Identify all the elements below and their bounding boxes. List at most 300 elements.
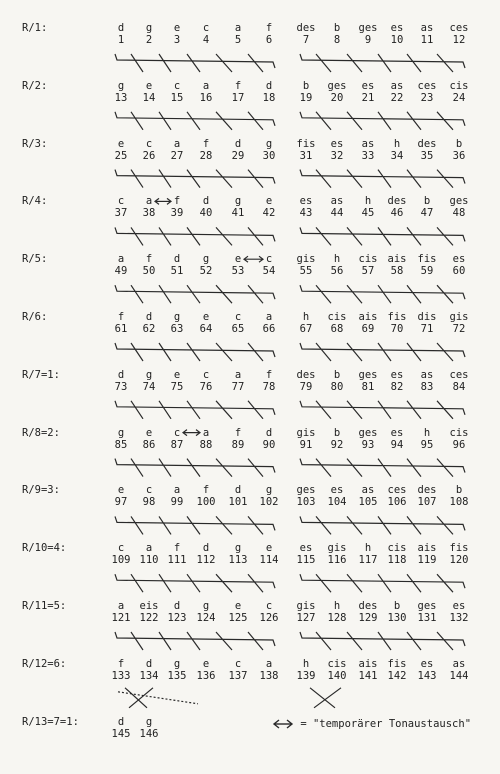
voice-line bbox=[407, 459, 421, 477]
pitch-name: es bbox=[299, 195, 313, 208]
tone-number: 46 bbox=[390, 207, 404, 220]
voice-line bbox=[407, 401, 421, 419]
tone-number: 1 bbox=[117, 34, 125, 46]
tone-number: 9 bbox=[364, 34, 372, 46]
voice-line bbox=[248, 459, 263, 477]
voice-line bbox=[316, 459, 331, 477]
pitch-name: c bbox=[117, 195, 125, 208]
tone-number: 126 bbox=[259, 612, 279, 624]
voice-line bbox=[187, 632, 200, 650]
voice-line bbox=[159, 401, 171, 419]
tone-number: 55 bbox=[299, 265, 313, 278]
voice-line bbox=[159, 54, 171, 72]
tone-number: 64 bbox=[199, 323, 213, 335]
pitch-name: c bbox=[145, 484, 153, 497]
voice-line bbox=[407, 516, 421, 534]
tone-number: 26 bbox=[142, 149, 156, 162]
tone-number: 52 bbox=[199, 265, 213, 278]
voice-line bbox=[316, 632, 331, 650]
row-label: R/2: bbox=[22, 79, 48, 92]
legend-text: = "temporärer Tonaustausch" bbox=[300, 718, 472, 730]
tone-number: 29 bbox=[231, 149, 245, 162]
pitch-name: ges bbox=[296, 484, 316, 497]
tone-number: 59 bbox=[420, 265, 434, 278]
tone-number: 49 bbox=[114, 265, 128, 278]
pitch-name: a bbox=[202, 79, 210, 92]
pitch-name: h bbox=[302, 657, 310, 670]
pitch-name: f bbox=[202, 137, 210, 150]
tone-number: 84 bbox=[452, 380, 466, 393]
tone-number: 27 bbox=[170, 149, 184, 162]
voice-line bbox=[437, 401, 453, 419]
tone-number: 43 bbox=[299, 207, 313, 220]
voice-line bbox=[248, 516, 263, 534]
row-label: R/6: bbox=[22, 311, 48, 323]
tone-number: 77 bbox=[231, 380, 245, 393]
voice-line bbox=[437, 54, 453, 72]
tone-number: 42 bbox=[262, 207, 276, 220]
voice-line bbox=[248, 343, 263, 361]
voice-line bbox=[248, 632, 263, 650]
voice-line bbox=[216, 112, 232, 130]
tone-number: 5 bbox=[234, 34, 242, 46]
pitch-name: as bbox=[420, 368, 434, 381]
voice-line bbox=[316, 343, 331, 361]
tone-number: 74 bbox=[142, 380, 156, 393]
tone-number: 6 bbox=[265, 34, 273, 46]
voice-line bbox=[378, 285, 391, 303]
voice-line bbox=[159, 285, 171, 303]
double-arrow-icon bbox=[272, 719, 294, 729]
voice-line bbox=[378, 516, 391, 534]
pitch-name: b bbox=[423, 195, 431, 208]
tone-number: 80 bbox=[330, 380, 344, 393]
voice-line bbox=[187, 112, 200, 130]
tone-number: 101 bbox=[228, 496, 248, 509]
pitch-name: ges bbox=[327, 79, 347, 92]
voice-line bbox=[407, 285, 421, 303]
pitch-name: ces bbox=[449, 368, 469, 381]
tone-number: 102 bbox=[259, 496, 279, 509]
pitch-name: g bbox=[202, 600, 210, 612]
voice-line bbox=[316, 285, 331, 303]
pitch-name: ges bbox=[417, 600, 437, 612]
pitch-name: f bbox=[202, 484, 210, 497]
pitch-name: des bbox=[296, 368, 316, 381]
pitch-name: es bbox=[452, 253, 466, 266]
pitch-name: ces bbox=[449, 22, 469, 34]
voice-line bbox=[216, 401, 232, 419]
pitch-name: e bbox=[117, 484, 125, 497]
tone-number: 115 bbox=[296, 554, 316, 567]
voice-line bbox=[437, 574, 453, 592]
pitch-name: c bbox=[117, 542, 125, 555]
voice-line bbox=[437, 285, 453, 303]
tone-number: 48 bbox=[452, 207, 466, 220]
tone-number: 146 bbox=[139, 727, 159, 740]
pitch-name: es bbox=[390, 426, 404, 439]
voice-line bbox=[216, 343, 232, 361]
voice-line bbox=[300, 285, 465, 299]
pitch-name: es bbox=[420, 657, 434, 670]
pitch-name: e bbox=[234, 600, 242, 612]
voice-line bbox=[159, 574, 171, 592]
tone-number: 72 bbox=[452, 323, 466, 335]
tone-number: 10 bbox=[390, 34, 404, 46]
tone-number: 98 bbox=[142, 496, 156, 509]
tone-number: 87 bbox=[170, 438, 184, 451]
voice-line bbox=[407, 632, 421, 650]
pitch-name: a bbox=[117, 600, 125, 612]
pitch-name: h bbox=[302, 311, 310, 323]
tone-number: 86 bbox=[142, 438, 156, 451]
voice-line bbox=[347, 574, 362, 592]
tone-number: 31 bbox=[299, 149, 313, 162]
tone-number: 73 bbox=[114, 380, 128, 393]
tone-number: 57 bbox=[361, 265, 375, 278]
pitch-name: f bbox=[234, 79, 242, 92]
tone-number: 99 bbox=[170, 496, 184, 509]
pitch-name: h bbox=[364, 542, 372, 555]
voice-line bbox=[131, 516, 143, 534]
pitch-name: g bbox=[117, 426, 125, 439]
pitch-name: h bbox=[393, 137, 401, 150]
tone-number: 89 bbox=[231, 438, 245, 451]
pitch-name: f bbox=[173, 542, 181, 555]
tone-number: 53 bbox=[231, 265, 245, 278]
tone-number: 18 bbox=[262, 91, 276, 104]
pitch-name: ces bbox=[417, 79, 437, 92]
pitch-name: c bbox=[234, 657, 242, 670]
voice-line bbox=[187, 516, 200, 534]
voice-line bbox=[300, 459, 465, 473]
pitch-name: d bbox=[234, 484, 242, 497]
pitch-name: ges bbox=[358, 368, 378, 381]
pitch-name: fis bbox=[417, 253, 437, 266]
voice-line bbox=[216, 459, 232, 477]
pitch-name: a bbox=[265, 657, 273, 670]
pitch-name: c bbox=[265, 253, 273, 266]
pitch-name: d bbox=[173, 600, 181, 612]
pitch-name: c bbox=[145, 137, 153, 150]
pitch-name: b bbox=[455, 137, 463, 150]
tone-number: 125 bbox=[228, 612, 248, 624]
voice-line bbox=[347, 112, 362, 130]
tone-number: 137 bbox=[228, 669, 248, 682]
voice-line bbox=[347, 285, 362, 303]
voice-line bbox=[310, 688, 335, 708]
voice-line bbox=[187, 227, 200, 245]
voice-line bbox=[316, 54, 331, 72]
tone-number: 66 bbox=[262, 323, 276, 335]
voice-line bbox=[216, 632, 232, 650]
voice-line bbox=[300, 632, 465, 646]
voice-line bbox=[216, 227, 232, 245]
pitch-name: b bbox=[302, 79, 310, 92]
tone-number: 61 bbox=[114, 323, 128, 335]
pitch-name: ges bbox=[358, 22, 378, 34]
pitch-name: c bbox=[202, 22, 210, 34]
pitch-name: des bbox=[296, 22, 316, 34]
voice-line bbox=[300, 574, 465, 588]
voice-line bbox=[378, 112, 391, 130]
pitch-name: des bbox=[387, 195, 407, 208]
pitch-name: a bbox=[173, 484, 181, 497]
tone-number: 44 bbox=[330, 207, 344, 220]
voice-line bbox=[437, 516, 453, 534]
tone-number: 95 bbox=[420, 438, 434, 451]
pitch-name: e bbox=[202, 657, 210, 670]
tone-number: 20 bbox=[330, 91, 344, 104]
pitch-name: cis bbox=[327, 657, 347, 670]
voice-line bbox=[437, 170, 453, 188]
tone-number: 37 bbox=[114, 207, 128, 220]
pitch-name: gis bbox=[296, 426, 316, 439]
tone-number: 51 bbox=[170, 265, 184, 278]
voice-line bbox=[131, 632, 143, 650]
pitch-name: es bbox=[390, 22, 404, 34]
pitch-name: d bbox=[117, 368, 125, 381]
pitch-name: f bbox=[173, 195, 181, 208]
voice-line bbox=[159, 632, 171, 650]
pitch-name: cis bbox=[387, 542, 407, 555]
pitch-name: b bbox=[393, 600, 401, 612]
tone-number: 13 bbox=[114, 91, 128, 104]
pitch-name: d bbox=[202, 195, 210, 208]
pitch-name: b bbox=[333, 368, 341, 381]
pitch-name: es bbox=[330, 484, 344, 497]
tone-number: 109 bbox=[111, 554, 131, 567]
voice-line bbox=[314, 688, 341, 708]
pitch-name: c bbox=[234, 311, 242, 323]
pitch-name: cis bbox=[449, 426, 469, 439]
pitch-name: es bbox=[299, 542, 313, 555]
pitch-name: des bbox=[358, 600, 378, 612]
voice-line bbox=[437, 112, 453, 130]
row-label: R/5: bbox=[22, 253, 48, 266]
pitch-name: d bbox=[234, 137, 242, 150]
tone-number: 12 bbox=[452, 34, 466, 46]
pitch-name: f bbox=[265, 368, 273, 381]
pitch-name: des bbox=[417, 484, 437, 497]
tone-number: 133 bbox=[111, 669, 131, 682]
pitch-name: ces bbox=[387, 484, 407, 497]
tone-number: 21 bbox=[361, 91, 375, 104]
voice-line bbox=[378, 54, 391, 72]
tone-number: 36 bbox=[452, 149, 466, 162]
pitch-name: g bbox=[234, 542, 242, 555]
pitch-name: f bbox=[117, 657, 125, 670]
row-label: R/10=4: bbox=[22, 542, 67, 555]
pitch-name: dis bbox=[417, 311, 437, 323]
tone-number: 83 bbox=[420, 380, 434, 393]
tone-number: 103 bbox=[296, 496, 316, 509]
voice-line bbox=[216, 54, 232, 72]
pitch-name: d bbox=[173, 253, 181, 266]
voice-line bbox=[347, 343, 362, 361]
voice-line bbox=[407, 112, 421, 130]
voice-line bbox=[347, 227, 362, 245]
row-label: R/8=2: bbox=[22, 426, 60, 439]
tone-number: 107 bbox=[417, 496, 437, 509]
tone-number: 67 bbox=[299, 323, 313, 335]
voice-line bbox=[378, 343, 391, 361]
pitch-name: e bbox=[117, 137, 125, 150]
tone-number: 92 bbox=[330, 438, 344, 451]
pitch-name: eis bbox=[139, 600, 159, 612]
tone-number: 139 bbox=[296, 669, 316, 682]
pitch-name: as bbox=[330, 195, 344, 208]
pitch-name: g bbox=[145, 368, 153, 381]
tone-number: 134 bbox=[139, 669, 159, 682]
pitch-name: as bbox=[452, 657, 466, 670]
pitch-name: c bbox=[173, 426, 181, 439]
tone-number: 15 bbox=[170, 91, 184, 104]
voice-line bbox=[347, 170, 362, 188]
tone-number: 140 bbox=[327, 669, 347, 682]
pitch-name: cis bbox=[358, 253, 378, 266]
tone-number: 35 bbox=[420, 149, 434, 162]
tone-number: 121 bbox=[111, 612, 131, 624]
tone-number: 56 bbox=[330, 265, 344, 278]
voice-line bbox=[187, 459, 200, 477]
voice-line bbox=[159, 227, 171, 245]
pitch-name: gis bbox=[327, 542, 347, 555]
tone-number: 113 bbox=[228, 554, 248, 567]
voice-line bbox=[407, 343, 421, 361]
tone-number: 70 bbox=[390, 323, 404, 335]
voice-line bbox=[187, 170, 200, 188]
tone-number: 131 bbox=[417, 612, 437, 624]
pitch-name: ais bbox=[358, 311, 378, 323]
tone-number: 105 bbox=[358, 496, 378, 509]
voice-line bbox=[125, 688, 147, 708]
voice-line bbox=[248, 170, 263, 188]
tone-number: 142 bbox=[387, 669, 407, 682]
voice-line bbox=[129, 688, 153, 708]
pitch-name: e bbox=[145, 426, 153, 439]
pitch-name: ais bbox=[417, 542, 437, 555]
tone-number: 71 bbox=[420, 323, 434, 335]
pitch-name: h bbox=[364, 195, 372, 208]
tone-number: 3 bbox=[173, 34, 181, 46]
voice-line bbox=[216, 285, 232, 303]
tone-number: 138 bbox=[259, 669, 279, 682]
voice-line bbox=[216, 574, 232, 592]
voice-line bbox=[407, 170, 421, 188]
tone-number: 110 bbox=[139, 554, 159, 567]
pitch-name: b bbox=[333, 22, 341, 34]
tone-number: 82 bbox=[390, 380, 404, 393]
tone-number: 34 bbox=[390, 149, 404, 162]
row-label: R/12=6: bbox=[22, 657, 67, 670]
pitch-name: fis bbox=[387, 311, 407, 323]
pitch-name: e bbox=[145, 79, 153, 92]
pitch-name: a bbox=[117, 253, 125, 266]
pitch-name: e bbox=[202, 311, 210, 323]
pitch-name: f bbox=[145, 253, 153, 266]
dotted-line bbox=[118, 692, 198, 704]
pitch-name: ais bbox=[358, 657, 378, 670]
voice-line bbox=[300, 343, 465, 357]
tone-number: 127 bbox=[296, 612, 316, 624]
pitch-name: gis bbox=[449, 311, 469, 323]
voice-line bbox=[347, 401, 362, 419]
tone-number: 128 bbox=[327, 612, 347, 624]
pitch-name: es bbox=[330, 137, 344, 150]
pitch-name: a bbox=[265, 311, 273, 323]
row-label: R/11=5: bbox=[22, 600, 67, 612]
pitch-name: g bbox=[173, 657, 181, 670]
voice-line bbox=[316, 227, 331, 245]
pitch-name: es bbox=[361, 79, 375, 92]
voice-line bbox=[316, 112, 331, 130]
tone-number: 129 bbox=[358, 612, 378, 624]
row-label: R/13=7=1: bbox=[22, 715, 79, 728]
voice-line bbox=[248, 401, 263, 419]
voice-line bbox=[316, 401, 331, 419]
tone-number: 117 bbox=[358, 554, 378, 567]
pitch-name: ges bbox=[358, 426, 378, 439]
tone-number: 47 bbox=[420, 207, 434, 220]
tone-number: 62 bbox=[142, 323, 156, 335]
pitch-name: fis bbox=[296, 137, 316, 150]
voice-line bbox=[187, 285, 200, 303]
voice-line bbox=[378, 574, 391, 592]
voice-line bbox=[347, 54, 362, 72]
pitch-name: c bbox=[202, 368, 210, 381]
voice-line bbox=[378, 401, 391, 419]
voice-line bbox=[347, 516, 362, 534]
voice-line bbox=[216, 170, 232, 188]
voice-line bbox=[159, 170, 171, 188]
tone-number: 68 bbox=[330, 323, 344, 335]
voice-line bbox=[316, 516, 331, 534]
voice-line bbox=[300, 170, 465, 184]
pitch-name: fis bbox=[449, 542, 469, 555]
tone-number: 106 bbox=[387, 496, 407, 509]
tone-number: 123 bbox=[167, 612, 187, 624]
voice-line bbox=[187, 54, 200, 72]
tone-number: 108 bbox=[449, 496, 469, 509]
tone-number: 79 bbox=[299, 380, 313, 393]
tone-number: 33 bbox=[361, 149, 375, 162]
pitch-name: d bbox=[145, 311, 153, 323]
pitch-name: es bbox=[390, 368, 404, 381]
pitch-name: as bbox=[390, 79, 404, 92]
pitch-name: c bbox=[265, 600, 273, 612]
pitch-name: g bbox=[117, 79, 125, 92]
pitch-name: a bbox=[173, 137, 181, 150]
pitch-name: d bbox=[265, 79, 273, 92]
tone-number: 88 bbox=[199, 438, 213, 451]
pitch-name: f bbox=[234, 426, 242, 439]
voice-line bbox=[347, 459, 362, 477]
tone-number: 39 bbox=[170, 207, 184, 220]
row-label: R/1: bbox=[22, 22, 48, 34]
tone-number: 65 bbox=[231, 323, 245, 335]
tone-number: 19 bbox=[299, 91, 313, 104]
row-label: R/4: bbox=[22, 195, 48, 208]
pitch-name: a bbox=[202, 426, 210, 439]
pitch-name: as bbox=[420, 22, 434, 34]
voice-line bbox=[248, 54, 263, 72]
voice-line bbox=[407, 54, 421, 72]
voice-line bbox=[131, 54, 143, 72]
voice-line bbox=[131, 285, 143, 303]
pitch-name: d bbox=[265, 426, 273, 439]
pitch-name: e bbox=[173, 368, 181, 381]
